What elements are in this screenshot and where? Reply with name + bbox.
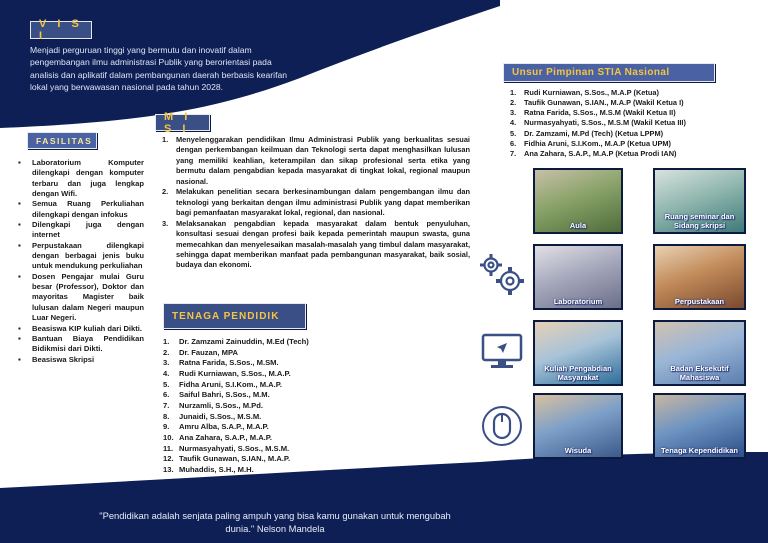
- tenaga-pendidik-item-number: 11.: [163, 443, 174, 453]
- tenaga-pendidik-heading: TENAGA PENDIDIK: [163, 303, 306, 329]
- unsur-pimpinan-item-number: 5.: [510, 128, 517, 138]
- tenaga-pendidik-item-text: Ratna Farida, S.Sos., M.SM.: [179, 358, 279, 368]
- misi-item: [162, 219, 470, 271]
- misi-item: [162, 187, 470, 218]
- misi-item: [162, 135, 470, 187]
- tenaga-pendidik-item-number: 9.: [163, 422, 170, 432]
- tenaga-pendidik-item-text: Junaidi, S.Sos., M.S.M.: [179, 411, 262, 421]
- unsur-pimpinan-heading: Unsur Pimpinan STIA Nasional: [503, 63, 715, 82]
- tenaga-pendidik-item-number: 3.: [163, 358, 170, 368]
- right-bottom-band: [480, 452, 768, 543]
- tenaga-pendidik-item: [163, 433, 383, 444]
- photo-caption: Tenaga Kependidikan: [661, 445, 738, 455]
- tenaga-pendidik-item-text: Nurmasyahyati, S.Sos., M.S.M.: [179, 443, 290, 453]
- misi-text: Menyelenggarakan pendidikan Ilmu Administrasi Publik yang berkualitas sesuai dengan perkembangan keilmuan dan Teknologi serta dapat menghasilkan lulusan yang memiliki keahlian, keterampilan dan sikap profesional serta etika yang bermutu dalam pengabdian kepada masyarakat di tingkat lokal, regional maupun nasional.: [176, 135, 470, 186]
- unsur-pimpinan-item-text: Taufik Gunawan, S.IAN., M.A.P (Wakil Ketua I): [524, 98, 684, 108]
- tenaga-pendidik-item: [163, 412, 383, 423]
- unsur-pimpinan-item-number: 3.: [510, 108, 517, 118]
- tenaga-pendidik-item-number: 1.: [163, 337, 170, 346]
- facility-photo: [533, 244, 623, 310]
- tenaga-pendidik-item: [163, 358, 383, 369]
- photo-caption: Kuliah Pengabdian Masyarakat: [544, 364, 612, 382]
- unsur-pimpinan-item: [510, 98, 760, 108]
- facility-photo: [653, 393, 746, 459]
- tenaga-pendidik-item-text: Taufik Gunawan, S.IAN., M.A.P.: [179, 454, 291, 464]
- tenaga-pendidik-item-text: Dr. Zamzami Zainuddin, M.Ed (Tech): [179, 337, 309, 346]
- tenaga-pendidik-item: [163, 444, 383, 455]
- tenaga-pendidik-item-text: Dr. Fauzan, MPA: [179, 347, 238, 357]
- tenaga-pendidik-item-text: Nurzamli, S.Sos., M.Pd.: [179, 400, 263, 410]
- gears-icon: [478, 252, 530, 298]
- unsur-pimpinan-item-number: 7.: [510, 148, 517, 158]
- fasilitas-list: [18, 158, 144, 365]
- photo-caption: Wisuda: [564, 445, 592, 455]
- unsur-pimpinan-item: [510, 139, 760, 149]
- tenaga-pendidik-item: [163, 337, 383, 348]
- tenaga-pendidik-item-text: Fidha Aruni, S.I.Kom., M.A.P.: [179, 379, 282, 389]
- mouse-icon: [481, 405, 523, 447]
- fasilitas-item: ▪ Laboratorium Komputer dilengkapi dengan komputer terbaru dan juga lengkap dengan Wifi.: [18, 158, 144, 199]
- unsur-pimpinan-item-number: 6.: [510, 138, 517, 148]
- tenaga-pendidik-item-number: 4.: [163, 368, 170, 378]
- unsur-pimpinan-list: [510, 88, 760, 159]
- photo-caption: Perpustakaan: [674, 296, 725, 306]
- tenaga-pendidik-item-text: Rudi Kurniawan, S.Sos., M.A.P.: [179, 368, 291, 378]
- misi-number: 3.: [162, 218, 169, 228]
- unsur-pimpinan-item: [510, 118, 760, 128]
- tenaga-pendidik-item-number: 2.: [163, 347, 170, 357]
- photo-caption: Laboratorium: [553, 296, 603, 306]
- tenaga-pendidik-item-number: 5.: [163, 379, 170, 389]
- tenaga-pendidik-item-text: Ana Zahara, S.A.P., M.A.P.: [179, 432, 272, 442]
- facility-photo: [653, 168, 746, 234]
- visi-heading: V I S I: [30, 21, 92, 39]
- fasilitas-item: ▪ Beasiswa KIP kuliah dari Dikti.: [18, 324, 144, 334]
- unsur-pimpinan-item-text: Nurmasyahyati, S.Sos., M.S.M (Wakil Ketua III): [524, 118, 686, 128]
- unsur-pimpinan-item-text: Fidhia Aruni, S.I.Kom., M.A.P (Ketua UPM): [524, 138, 671, 148]
- unsur-pimpinan-item: [510, 108, 760, 118]
- fasilitas-item: ▪ Bantuan Biaya Pendidikan Bidikmisi dari Dikti.: [18, 334, 144, 355]
- fasilitas-heading: FASILITAS: [27, 132, 97, 149]
- unsur-pimpinan-item-number: 4.: [510, 118, 517, 128]
- unsur-pimpinan-item-text: Rudi Kurniawan, S.Sos., M.A.P (Ketua): [524, 88, 659, 97]
- quote-text: "Pendidikan adalah senjata paling ampuh yang bisa kamu gunakan untuk mengubah dunia." Nelson Mandela: [99, 510, 451, 534]
- tenaga-pendidik-item: [163, 369, 383, 380]
- fasilitas-item: ▪ Dilengkapi juga dengan internet: [18, 220, 144, 241]
- tenaga-pendidik-item-number: 13.: [163, 464, 174, 474]
- fasilitas-item: ▪ Dosen Pengajar mulai Guru besar (Professor), Doktor dan mayoritas Magister baik lulusan dalam Negeri maupun Luar Negeri.: [18, 272, 144, 324]
- facility-photo: [533, 320, 623, 386]
- monitor-icon: [481, 333, 523, 371]
- unsur-pimpinan-item-text: Dr. Zamzami, M.Pd (Tech) (Ketua LPPM): [524, 128, 664, 138]
- tenaga-pendidik-item-text: Amru Alba, S.A.P., M.A.P.: [179, 422, 269, 432]
- tenaga-pendidik-item: [163, 401, 383, 412]
- tenaga-pendidik-item-number: 12.: [163, 454, 174, 464]
- tenaga-pendidik-item: [163, 390, 383, 401]
- visi-text: Menjadi perguruan tinggi yang bermutu dan inovatif dalam pengembangan ilmu administrasi Publik yang berorientasi pada analisis dan aplikatif dalam pembangunan daerah berbasis kearifan lokal yang berwawasan nasional pada tahun 2028.: [30, 45, 288, 93]
- tenaga-pendidik-item: [163, 348, 383, 359]
- misi-text: Melaksanakan pengabdian kepada masyarakat dalam bentuk penyuluhan, konsultasi sesuai dengan profesi baik kepada pemerintah maupun swasta, guna memecahkan dan menyelesaikan masalah-masalah yang timbul dalam masyarakat, sehingga dapat memberikan manfaat pada pembangunan masyarakat, baik sosial, budaya dan ekonomi.: [176, 218, 470, 270]
- misi-heading: M I S I: [155, 114, 210, 131]
- tenaga-pendidik-item-number: 10.: [163, 432, 174, 442]
- photo-caption: Aula: [569, 220, 587, 230]
- facility-photo: [653, 244, 746, 310]
- misi-text: Melakukan penelitian secara berkesinambungan dalam pengembangan ilmu dan teknologi yang berkaitan dengan ilmu administrasi Publik yang dapat memberikan bagi pemanfaatan masyarakat lokal, regional, dan nasional.: [176, 187, 470, 218]
- tenaga-pendidik-item: [163, 454, 383, 465]
- fasilitas-item: ▪ Perpustakaan dilengkapi dengan berbagai jenis buku untuk mendukung perkuliahan: [18, 241, 144, 272]
- unsur-pimpinan-item: [510, 88, 760, 98]
- facility-photo: [533, 168, 623, 234]
- photo-caption: Badan Eksekutif Mahasiswa: [670, 364, 729, 382]
- fasilitas-item: ▪ Beasiswa Skripsi: [18, 355, 144, 365]
- unsur-pimpinan-item-number: 2.: [510, 98, 517, 108]
- tenaga-pendidik-item: [163, 380, 383, 391]
- tenaga-pendidik-item-text: Saiful Bahri, S.Sos., M.M.: [179, 390, 270, 400]
- unsur-pimpinan-item: [510, 129, 760, 139]
- misi-list: [162, 135, 470, 271]
- unsur-pimpinan-item-text: Ana Zahara, S.A.P., M.A.P (Ketua Prodi IAN): [524, 148, 677, 158]
- unsur-pimpinan-item-number: 1.: [510, 88, 517, 97]
- unsur-pimpinan-item-text: Ratna Farida, S.Sos., M.S.M (Wakil Ketua II): [524, 108, 676, 118]
- tenaga-pendidik-item-number: 7.: [163, 400, 170, 410]
- facility-photo: [533, 393, 623, 459]
- facility-photo: [653, 320, 746, 386]
- tenaga-pendidik-item: [163, 422, 383, 433]
- unsur-pimpinan-item: [510, 149, 760, 159]
- misi-number: 1.: [162, 135, 169, 144]
- tenaga-pendidik-item-number: 6.: [163, 390, 170, 400]
- photo-caption: Ruang seminar dan Sidang skripsi: [664, 212, 735, 230]
- misi-number: 2.: [162, 187, 169, 197]
- tenaga-pendidik-item-number: 8.: [163, 411, 170, 421]
- fasilitas-item: ▪ Semua Ruang Perkuliahan dilengkapi dengan infokus: [18, 199, 144, 220]
- tenaga-pendidik-list: [163, 337, 383, 476]
- tenaga-pendidik-item: [163, 465, 383, 476]
- tenaga-pendidik-item-text: Muhaddis, S.H., M.H.: [179, 464, 254, 474]
